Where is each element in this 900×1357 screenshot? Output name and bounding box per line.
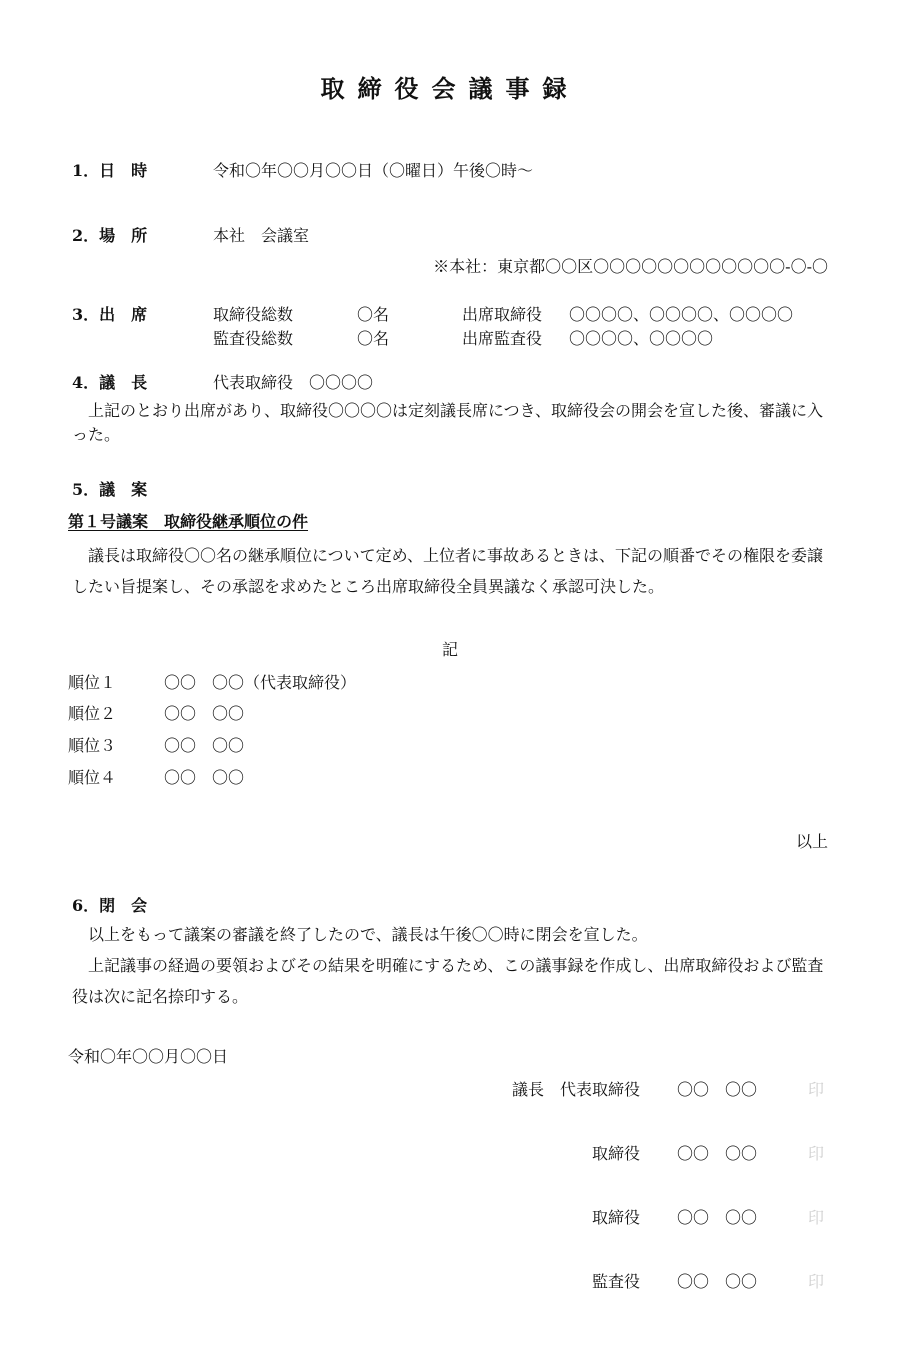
signature-3-seal: 印 bbox=[808, 1208, 825, 1227]
rank-2-label: 順位２ bbox=[68, 704, 117, 723]
agenda-1-title: 第１号議案 取締役継承順位の件 bbox=[68, 512, 309, 531]
rank-1-value: 〇〇 〇〇（代表取締役） bbox=[164, 673, 357, 692]
signature-2-role: 取締役 bbox=[591, 1144, 640, 1163]
rank-1-label: 順位１ bbox=[68, 673, 117, 692]
agenda-1-paragraph: 議長は取締役〇〇名の継承順位について定め、上位者に事故あるときは、下記の順番でその権限を委譲したい旨提案し、その承認を求めたところ出席取締役全員異議なく承認可決した。 bbox=[72, 546, 824, 596]
ijo-closing: 以上 bbox=[795, 832, 828, 851]
head-office-address: ※本社：東京都〇〇区〇〇〇〇〇〇〇〇〇〇〇〇-〇-〇 bbox=[433, 257, 828, 276]
section-2-label: 2．場 所 bbox=[72, 226, 148, 245]
directors-total-value: 〇名 bbox=[357, 305, 390, 324]
closing-paragraph-1: 以上をもって議案の審議を終了したので、議長は午後〇〇時に閉会を宣した。 bbox=[88, 925, 648, 944]
section-1-label: 1．日 時 bbox=[72, 161, 148, 180]
meeting-place: 本社 会議室 bbox=[213, 226, 310, 245]
rank-4-value: 〇〇 〇〇 bbox=[164, 768, 245, 787]
document-date: 令和〇年〇〇月〇〇日 bbox=[68, 1047, 229, 1066]
auditors-total-value: 〇名 bbox=[357, 329, 390, 348]
closing-paragraph-2: 上記議事の経過の要領およびその結果を明確にするため、この議事録を作成し、出席取締役および監査役は次に記名捺印する。 bbox=[72, 956, 824, 1006]
chair-paragraph: 上記のとおり出席があり、取締役〇〇〇〇は定刻議長席につき、取締役会の開会を宣した後、審議に入った。 bbox=[72, 401, 824, 444]
signature-3-name: 〇〇 〇〇 bbox=[677, 1208, 758, 1227]
signature-2-name: 〇〇 〇〇 bbox=[677, 1144, 758, 1163]
present-auditors-value: 〇〇〇〇、〇〇〇〇 bbox=[569, 329, 714, 348]
auditors-total-label: 監査役総数 bbox=[213, 329, 294, 348]
meeting-datetime: 令和〇年〇〇月〇〇日（〇曜日）午後〇時〜 bbox=[213, 161, 534, 180]
directors-total-label: 取締役総数 bbox=[213, 305, 294, 324]
ki-heading: 記 bbox=[441, 640, 458, 659]
section-4-label: 4．議 長 bbox=[72, 373, 148, 392]
present-directors-label: 出席取締役 bbox=[462, 305, 543, 324]
present-auditors-label: 出席監査役 bbox=[462, 329, 543, 348]
rank-3-label: 順位３ bbox=[68, 736, 117, 755]
signature-2-seal: 印 bbox=[808, 1144, 825, 1163]
rank-4-label: 順位４ bbox=[68, 768, 117, 787]
section-3-label: 3．出 席 bbox=[72, 305, 148, 324]
rank-3-value: 〇〇 〇〇 bbox=[164, 736, 245, 755]
signature-1-role: 議長 代表取締役 bbox=[511, 1080, 640, 1099]
signature-4-role: 監査役 bbox=[591, 1272, 640, 1291]
section-6-label: 6．閉 会 bbox=[72, 896, 148, 915]
document-title: 取締役会議事録 bbox=[320, 74, 580, 103]
signature-4-name: 〇〇 〇〇 bbox=[677, 1272, 758, 1291]
chairperson: 代表取締役 〇〇〇〇 bbox=[213, 373, 374, 392]
signature-1-seal: 印 bbox=[808, 1080, 825, 1099]
signature-4-seal: 印 bbox=[808, 1272, 825, 1291]
rank-2-value: 〇〇 〇〇 bbox=[164, 704, 245, 723]
signature-1-name: 〇〇 〇〇 bbox=[677, 1080, 758, 1099]
signature-3-role: 取締役 bbox=[591, 1208, 640, 1227]
present-directors-value: 〇〇〇〇、〇〇〇〇、〇〇〇〇 bbox=[569, 305, 794, 324]
section-5-label: 5．議 案 bbox=[72, 480, 148, 499]
